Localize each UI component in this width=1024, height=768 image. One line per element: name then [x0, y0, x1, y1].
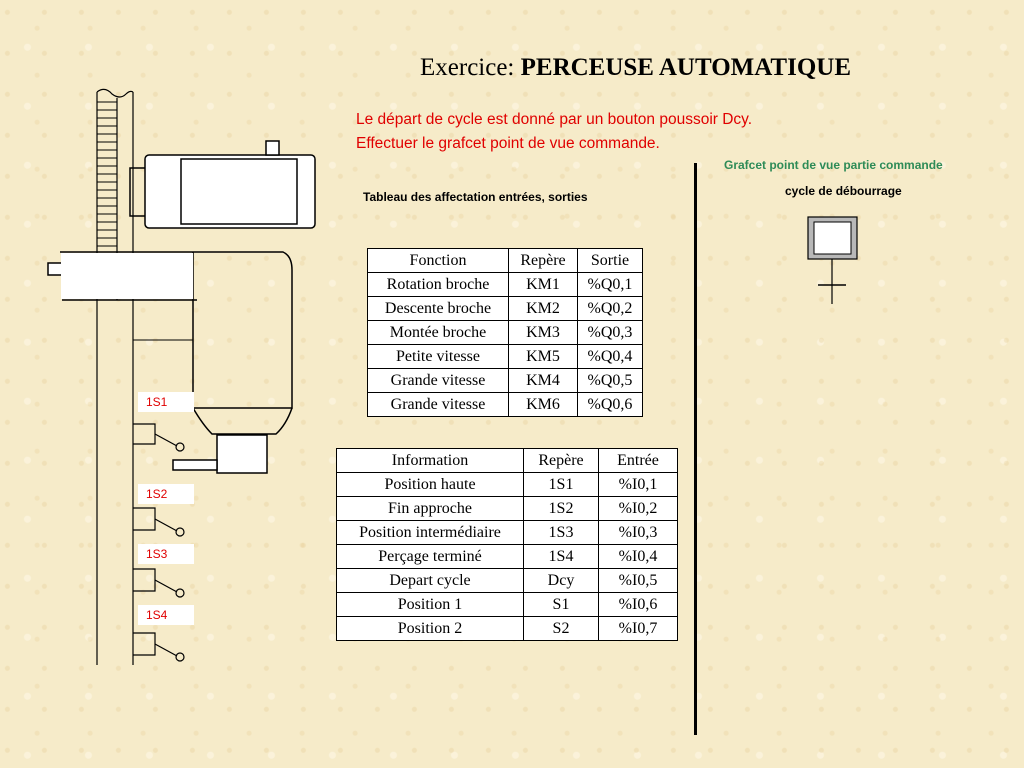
- table-cell: 1S2: [524, 497, 599, 521]
- table-cell: %Q0,4: [578, 345, 643, 369]
- table-cell: Position 1: [337, 593, 524, 617]
- table-cell: 1S4: [524, 545, 599, 569]
- table-cell: Position haute: [337, 473, 524, 497]
- header-cell: Repère: [524, 449, 599, 473]
- table-cell: %I0,6: [599, 593, 678, 617]
- header-cell: Fonction: [368, 249, 509, 273]
- limit-switch-1s2: [133, 508, 184, 536]
- table-cell: KM6: [509, 393, 578, 417]
- table-caption: Tableau des affectation entrées, sorties: [363, 190, 588, 204]
- table-cell: %Q0,3: [578, 321, 643, 345]
- table-cell: Petite vitesse: [368, 345, 509, 369]
- table-cell: Dcy: [524, 569, 599, 593]
- table-cell: %I0,7: [599, 617, 678, 641]
- limit-switch-1s4: [133, 633, 184, 661]
- table-cell: KM2: [509, 297, 578, 321]
- table-cell: %Q0,5: [578, 369, 643, 393]
- table-cell: 1S1: [524, 473, 599, 497]
- limit-switch-1s3: [133, 569, 184, 597]
- table-cell: Position intermédiaire: [337, 521, 524, 545]
- grafcet-initial-step: [808, 217, 857, 304]
- table-cell: Grande vitesse: [368, 369, 509, 393]
- drill-head-plate: [61, 253, 193, 299]
- header-cell: Entrée: [599, 449, 678, 473]
- table-cell: %Q0,1: [578, 273, 643, 297]
- table-cell: Montée broche: [368, 321, 509, 345]
- sensor-label-1s2: 1S2: [138, 484, 194, 504]
- sensor-label-1s3: 1S3: [138, 544, 194, 564]
- table-cell: S1: [524, 593, 599, 617]
- header-cell: Sortie: [578, 249, 643, 273]
- table-cell: Fin approche: [337, 497, 524, 521]
- table-cell: KM1: [509, 273, 578, 297]
- table-cell: %I0,2: [599, 497, 678, 521]
- title-prefix: Exercice:: [420, 54, 521, 81]
- instruction-line-1: Le départ de cycle est donné par un bouton poussoir Dcy.: [356, 111, 753, 128]
- table-cell: %Q0,6: [578, 393, 643, 417]
- table-cell: %Q0,2: [578, 297, 643, 321]
- header-cell: Repère: [509, 249, 578, 273]
- table-cell: %I0,1: [599, 473, 678, 497]
- table-cell: KM3: [509, 321, 578, 345]
- table-cell: %I0,4: [599, 545, 678, 569]
- table-cell: Perçage terminé: [337, 545, 524, 569]
- rack-column: [97, 89, 133, 665]
- title-main: PERCEUSE AUTOMATIQUE: [520, 54, 852, 81]
- table-cell: Rotation broche: [368, 273, 509, 297]
- grafcet-title: Grafcet point de vue partie commande: [724, 158, 943, 172]
- grafcet-subtitle: cycle de débourrage: [785, 184, 902, 198]
- limit-switch-1s1: [133, 424, 184, 451]
- instruction-line-2: Effectuer le grafcet point de vue commande.: [356, 135, 660, 152]
- table-cell: Position 2: [337, 617, 524, 641]
- table-cell: S2: [524, 617, 599, 641]
- spindle-motor: [130, 141, 315, 228]
- table-cell: %I0,3: [599, 521, 678, 545]
- table-cell: KM4: [509, 369, 578, 393]
- table-cell: KM5: [509, 345, 578, 369]
- table-cell: Descente broche: [368, 297, 509, 321]
- sensor-label-1s1: 1S1: [138, 392, 194, 412]
- header-cell: Information: [337, 449, 524, 473]
- table-cell: Depart cycle: [337, 569, 524, 593]
- table-cell: 1S3: [524, 521, 599, 545]
- table-cell: Grande vitesse: [368, 393, 509, 417]
- table-cell: %I0,5: [599, 569, 678, 593]
- sensor-label-1s4: 1S4: [138, 605, 194, 625]
